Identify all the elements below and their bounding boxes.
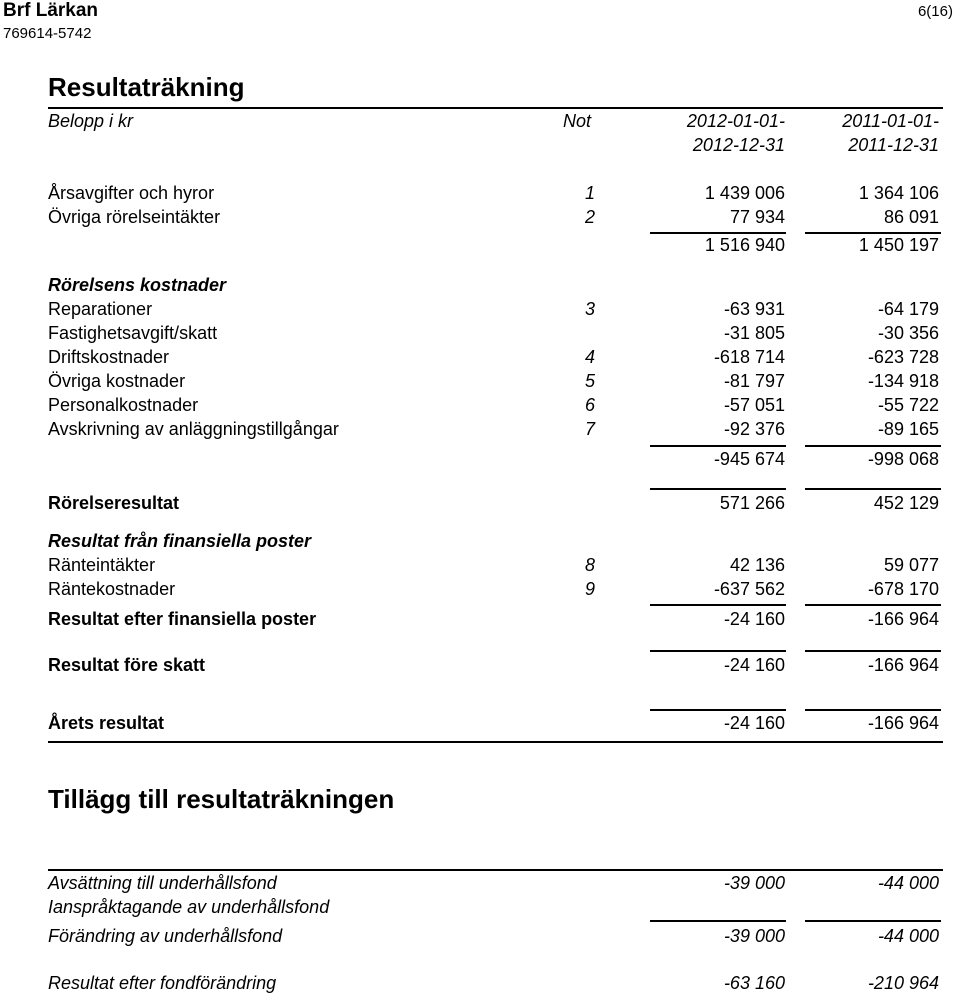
- row-prior: -44 000: [877, 873, 939, 893]
- row-current: 77 934: [729, 207, 785, 227]
- row-label: Resultat före skatt: [48, 655, 206, 675]
- section-heading-label: Resultat från finansiella poster: [48, 531, 312, 551]
- row-label: Övriga rörelseintäkter: [48, 207, 221, 227]
- row-note: 9: [585, 579, 596, 599]
- subtotal-rule: [650, 445, 786, 447]
- subtotal-rule: [650, 920, 786, 922]
- subtotal-rule: [805, 604, 941, 606]
- total-rule: [650, 488, 786, 490]
- row-current: -39 000: [723, 926, 785, 946]
- subtotal-rule: [805, 920, 941, 922]
- row-label: Övriga kostnader: [48, 371, 186, 391]
- row-prior: -55 722: [877, 395, 939, 415]
- subtotal-rule: [805, 445, 941, 447]
- supplement-row: [0, 873, 960, 897]
- row-note: 6: [585, 395, 596, 415]
- column-header-prior-start: 2011-01-01-: [842, 111, 939, 131]
- row-prior: -623 728: [867, 347, 939, 367]
- row-prior: -998 068: [867, 449, 939, 469]
- row-prior: -678 170: [867, 579, 939, 599]
- row-prior: 1 364 106: [858, 183, 939, 203]
- statement-row: [0, 299, 960, 323]
- row-prior: 59 077: [883, 555, 939, 575]
- row-current: -63 931: [723, 299, 785, 319]
- row-prior: -134 918: [867, 371, 939, 391]
- title-rule: [48, 107, 943, 109]
- row-prior: -44 000: [877, 926, 939, 946]
- section-heading: [0, 531, 960, 555]
- row-current: -39 000: [723, 873, 785, 893]
- row-current: -945 674: [713, 449, 785, 469]
- row-prior: 1 450 197: [858, 235, 939, 255]
- section-heading-label: Rörelsens kostnader: [48, 275, 227, 295]
- total-rule: [650, 709, 786, 711]
- column-header-current-end: 2012-12-31: [692, 135, 785, 155]
- supplement-row: [0, 973, 960, 997]
- supplement-rule: [48, 869, 943, 871]
- row-label: Rörelseresultat: [48, 493, 180, 513]
- column-header-note: Not: [563, 111, 592, 131]
- subtotal-rule: [650, 232, 786, 234]
- row-label: Avskrivning av anläggningstillgångar: [48, 419, 339, 439]
- net-result-row: [0, 713, 960, 737]
- row-prior: -166 964: [867, 609, 939, 629]
- row-note: 1: [585, 183, 596, 203]
- row-note: 3: [585, 299, 596, 319]
- organization-name: Brf Lärkan: [3, 0, 99, 21]
- row-current: -63 160: [723, 973, 785, 993]
- row-current: 1 516 940: [704, 235, 785, 255]
- row-label: Driftskostnader: [48, 347, 170, 367]
- row-label: Reparationer: [48, 299, 153, 319]
- row-current: -24 160: [723, 655, 785, 675]
- row-current: 571 266: [719, 493, 785, 513]
- subtotal-row: [0, 449, 960, 473]
- row-current: -618 714: [713, 347, 785, 367]
- row-current: -92 376: [723, 419, 785, 439]
- row-prior: 452 129: [873, 493, 939, 513]
- column-header-amount: Belopp i kr: [48, 111, 134, 131]
- column-header-prior-end: 2011-12-31: [848, 135, 939, 155]
- supplement-row: [0, 897, 960, 921]
- row-current: -637 562: [713, 579, 785, 599]
- row-label: Resultat efter fondförändring: [48, 973, 277, 993]
- total-row: [0, 609, 960, 633]
- row-label: Resultat efter finansiella poster: [48, 609, 317, 629]
- row-label: Årsavgifter och hyror: [48, 183, 215, 203]
- row-label: Fastighetsavgift/skatt: [48, 323, 218, 343]
- row-prior: -30 356: [877, 323, 939, 343]
- total-rule: [650, 650, 786, 652]
- subtotal-row: [0, 235, 960, 259]
- row-note: 5: [585, 371, 596, 391]
- row-label: Ianspråktagande av underhållsfond: [48, 897, 330, 917]
- row-label: Personalkostnader: [48, 395, 199, 415]
- income-statement-title: Resultaträkning: [48, 72, 245, 102]
- subtotal-rule: [805, 232, 941, 234]
- row-current: -81 797: [723, 371, 785, 391]
- statement-row: [0, 579, 960, 603]
- row-note: 8: [585, 555, 596, 575]
- row-current: 42 136: [729, 555, 785, 575]
- column-header-current-start: 2012-01-01-: [686, 111, 785, 131]
- row-current: -31 805: [723, 323, 785, 343]
- total-row: [0, 493, 960, 517]
- row-prior: 86 091: [883, 207, 939, 227]
- total-rule: [805, 709, 941, 711]
- net-result-rule: [48, 741, 943, 743]
- statement-row: [0, 207, 960, 231]
- total-rule: [805, 650, 941, 652]
- row-current: -24 160: [723, 609, 785, 629]
- supplement-title: Tillägg till resultaträkningen: [48, 784, 395, 814]
- statement-row: [0, 183, 960, 207]
- row-prior: -64 179: [877, 299, 939, 319]
- statement-row: [0, 347, 960, 371]
- row-note: 4: [585, 347, 596, 367]
- statement-row: [0, 419, 960, 443]
- row-label: Ränteintäkter: [48, 555, 156, 575]
- row-note: 7: [585, 419, 596, 439]
- statement-row: [0, 395, 960, 419]
- row-label: Årets resultat: [48, 713, 165, 733]
- row-label: Förändring av underhållsfond: [48, 926, 283, 946]
- row-current: -24 160: [723, 713, 785, 733]
- section-heading: [0, 275, 960, 299]
- statement-row: [0, 323, 960, 347]
- statement-row: [0, 371, 960, 395]
- row-prior: -166 964: [867, 713, 939, 733]
- total-row: [0, 655, 960, 679]
- total-rule: [805, 488, 941, 490]
- statement-row: [0, 555, 960, 579]
- row-current: -57 051: [723, 395, 785, 415]
- subtotal-rule: [650, 604, 786, 606]
- row-prior: -166 964: [867, 655, 939, 675]
- row-prior: -210 964: [867, 973, 939, 993]
- row-current: 1 439 006: [704, 183, 785, 203]
- supplement-row: [0, 926, 960, 950]
- row-label: Räntekostnader: [48, 579, 176, 599]
- row-prior: -89 165: [877, 419, 939, 439]
- row-label: Avsättning till underhållsfond: [48, 873, 277, 893]
- page-number: 6(16): [917, 3, 953, 20]
- row-note: 2: [585, 207, 596, 227]
- organization-number: 769614-5742: [3, 25, 92, 42]
